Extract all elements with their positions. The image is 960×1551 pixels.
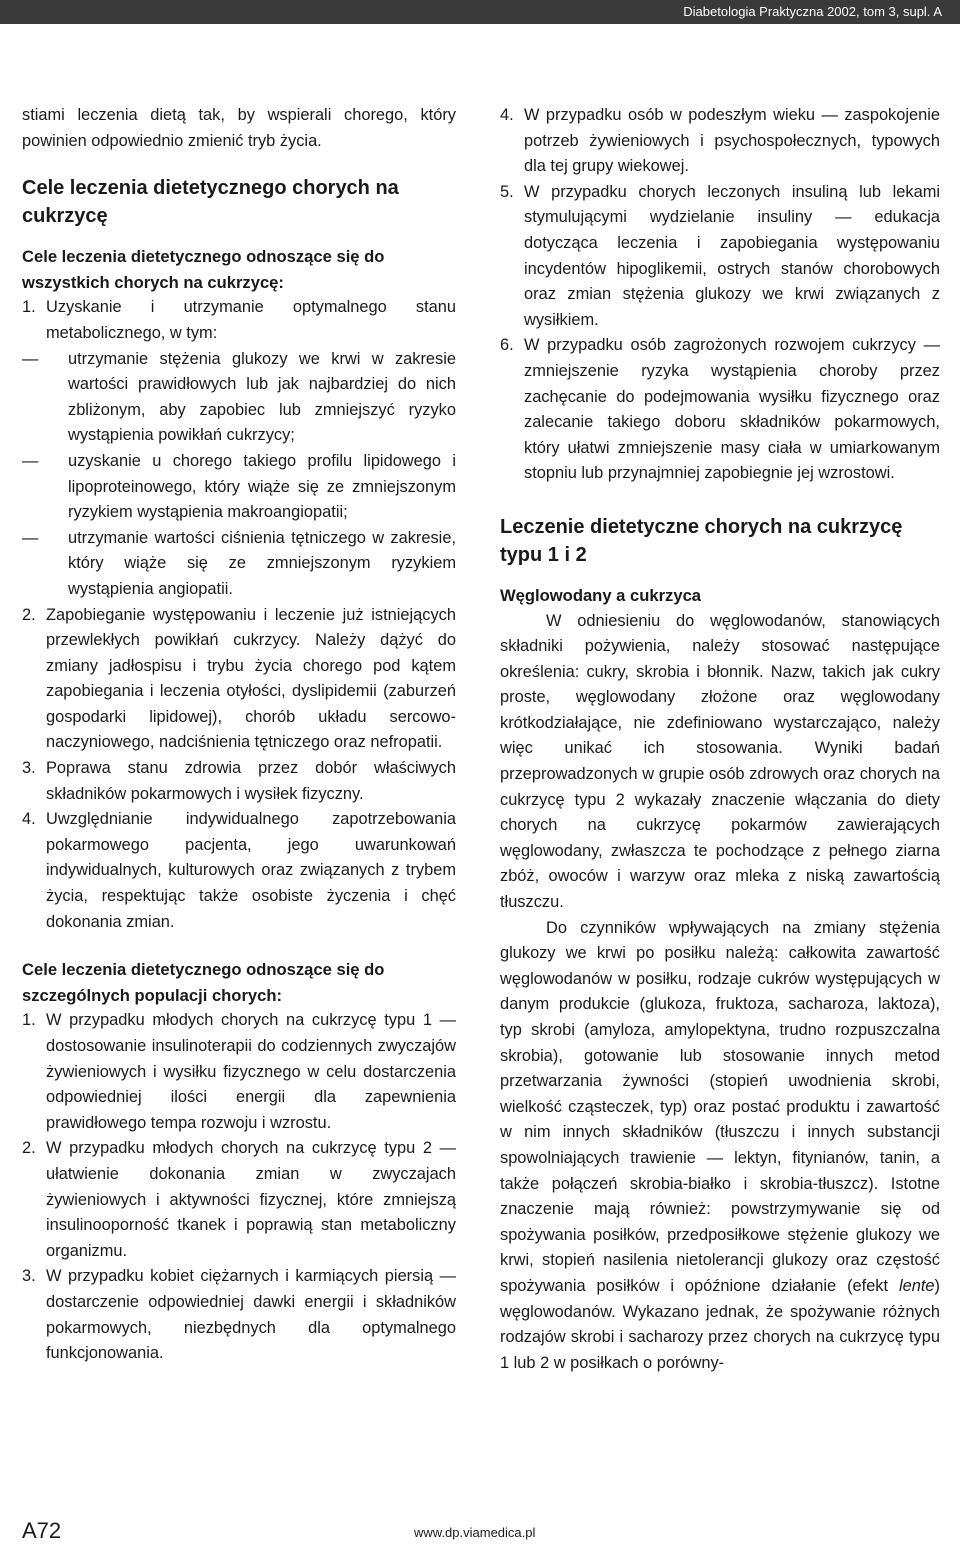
subheading-carbohydrates: Węglowodany a cukrzyca (500, 585, 702, 605)
paragraph-glucose-factors (500, 916, 940, 1377)
item-number: 1. (22, 1011, 36, 1030)
item-text: W przypadku młodych chorych na cukrzycę typu 1 — dostosowanie insulinoterapii do codziennych zwyczajów żywieniowych i wysiłku fizycznego w celu dostarczenia odpowiedniej ilości energii dla zapewnienia prawidłowego tempa rozwoju i wzrostu. (46, 1011, 456, 1132)
journal-header (0, 0, 960, 24)
left-column (22, 103, 456, 1367)
dash-text: utrzymanie stężenia glukozy we krwi w zakresie wartości prawidłowych lub jak najbardziej do nich zbliżonym, aby zapobiec lub zmniejszyć ryzyko wystąpienia powikłań cukrzycy; (68, 349, 456, 445)
item-number: 3. (22, 759, 36, 778)
item-text: Uwzględnianie indywidualnego zapotrzebowania pokarmowego pacjenta, jego uwarunkowań indywidualnych, kulturowych oraz związanych z trybem życia, respektując także osobiste życzenia i chęć dokonania zmian. (46, 810, 456, 931)
dash-text: uzyskanie u chorego takiego profilu lipidowego i lipoproteinowego, który wiąże się ze zmniejszonym ryzykiem wystąpienia makroangiopatii; (68, 451, 456, 522)
item-number: 3. (22, 1267, 36, 1286)
footer-url-link[interactable]: www.dp.viamedica.pl (414, 1525, 536, 1540)
item-number: 2. (22, 1139, 36, 1158)
dash-text: utrzymanie wartości ciśnienia tętniczego w zakresie, który wiąże się ze zmniejszonym ryzykiem wystąpienia angiopatii. (68, 528, 456, 598)
item-text: W przypadku kobiet ciężarnych i karmiących piersią — dostarczenie odpowiedniej dawki energii i składników pokarmowych, niezbędnych dla optymalnego funkcjonowania. (46, 1267, 456, 1363)
special-item-4 (500, 103, 940, 180)
item-text: W przypadku osób zagrożonych rozwojem cukrzycy — zmniejszenie ryzyka wystąpienia choroby przez zachęcanie do podejmowania wysiłku fizycznego oraz zalecanie takiego doboru składników pokarmowych, który ułatwi zmniejszenie masy ciała w umiarkowanym stopniu lub przynajmniej zapobiegnie jej wzrostowi. (524, 336, 940, 483)
em-dash: — (22, 451, 39, 470)
italic-term-lente: lente (898, 1276, 935, 1295)
em-dash: — (22, 349, 39, 368)
paragraph-text-b: ) węglowodanów. Wykazano jednak, że spożywanie różnych rodzajów skrobi i sacharozy przez chorych na cukrzycę typu 1 lub 2 w posiłkach o porówny- (500, 1276, 940, 1372)
goal-item-1 (22, 295, 456, 346)
goal-item-3 (22, 756, 456, 807)
special-item-2 (22, 1136, 456, 1264)
special-item-5 (500, 180, 940, 334)
item-number: 4. (22, 810, 36, 829)
dash-item (22, 449, 456, 526)
section-heading-diet-treatment: Leczenie dietetyczne chorych na cukrzycę typu 1 i 2 (500, 515, 903, 566)
item-text: W przypadku osób w podeszłym wieku — zaspokojenie potrzeb żywieniowych i psychospołecznych, typowych dla tej grupy wiekowej. (524, 106, 940, 176)
subheading-special-populations: Cele leczenia dietetycznego odnoszące się do szczególnych populacji chorych: (22, 960, 385, 1005)
journal-citation: Diabetologia Praktyczna 2002, tom 3, supl. A (683, 4, 942, 19)
goal-item-4 (22, 807, 456, 935)
dash-item (22, 526, 456, 603)
item-number: 5. (500, 182, 514, 201)
em-dash: — (22, 528, 39, 547)
item-number: 4. (500, 106, 514, 124)
subheading-all-patients: Cele leczenia dietetycznego odnoszące się do wszystkich chorych na cukrzycę: (22, 247, 385, 292)
dash-item (22, 347, 456, 449)
item-text: Zapobieganie występowaniu i leczenie już istniejących przewlekłych powikłań cukrzycy. Należy dążyć do zmiany jadłospisu i trybu życia chorego pod kątem zapobiegania i leczenia otyłości, dyslipidemii (zaburzeń gospodarki lipidowej), chorób układu sercowo-naczyniowego, nadciśnienia tętniczego oraz nefropatii. (46, 605, 456, 752)
paragraph-carbohydrates: W odniesieniu do węglowodanów, stanowiących składniki pożywienia, należy stosować następujące określenia: cukry, skrobia i błonnik. Nazw, takich jak cukry proste, węglowodany złożone oraz węglowodany krótkodziałające, nie zdefiniowano wystarczająco, należy więc unikać ich stosowania. Wyniki badań przeprowadzonych w grupie osób zdrowych oraz chorych na cukrzycę typu 2 wykazały znaczenie włączania do diety chorych na cukrzycę pokarmów zawierających węglowodany, zwłaszcza te pochodzące z pełnego ziarna zbóż, owoców i warzyw oraz mleka z niską zawartością tłuszczu. (500, 611, 940, 912)
page-number: A72 (22, 1518, 62, 1543)
item-text: W przypadku młodych chorych na cukrzycę typu 2 — ułatwienie dokonania zmian w zwyczajach żywieniowych i aktywności fizycznej, które zmniejszą insulinooporność tkanek i poprawią stan metaboliczny organizmu. (46, 1139, 456, 1260)
item-text: W przypadku chorych leczonych insuliną lub lekami stymulującymi wydzielanie insuliny — edukacja dotycząca leczenia i zapobiegania występowaniu incydentów hipoglikemii, ostrych stanów chorobowych oraz zmian stężenia glukozy we krwi związanych z wysiłkiem. (524, 182, 940, 329)
item-number: 6. (500, 336, 514, 355)
special-item-3 (22, 1264, 456, 1366)
item-text: Poprawa stanu zdrowia przez dobór właściwych składników pokarmowych i wysiłek fizyczny. (46, 759, 456, 803)
special-item-6 (500, 333, 940, 487)
right-column (500, 103, 940, 1376)
goal-item-2 (22, 603, 456, 757)
item-number: 2. (22, 605, 36, 624)
paragraph-text-a: Do czynników wpływających na zmiany stężenia glukozy we krwi po posiłku należą: całkowita zawartość węglowodanów w posiłku, rodzaje cukrów występujących w danym produkcie (glukoza, fruktoza, sacharoza, laktoza), typ skrobi (amyloza, amylopektyna, trudno rozpuszczalna skrobia), gotowanie lub stosowanie innych metod przetwarzania żywności (stopień uwodnienia skrobi, wielkość cząsteczek, typ) oraz postać produktu i zawartość w nim innych składników (tłuszczu i innych substancji spowolniających trawienie — lektyn, fitynianów, tanin, a także połączeń skrobia-białko i skrobia-tłuszcz). Istotne znaczenie mają również: powstrzymywanie się od spożywania posiłków, przedposiłkowe stężenie glukozy we krwi, stopień nasilenia nietolerancji glukozy oraz częstość spożywania posiłków i opóźnione działanie (efekt (500, 918, 940, 1295)
item-text: Uzyskanie i utrzymanie optymalnego stanu metabolicznego, w tym: (46, 298, 456, 342)
item-number: 1. (22, 298, 36, 317)
special-item-1 (22, 1008, 456, 1136)
section-heading-goals: Cele leczenia dietetycznego chorych na cukrzycę (22, 177, 399, 228)
intro-paragraph: stiami leczenia dietą tak, by wspierali chorego, który powinien odpowiednio zmienić tryb życia. (22, 106, 456, 150)
